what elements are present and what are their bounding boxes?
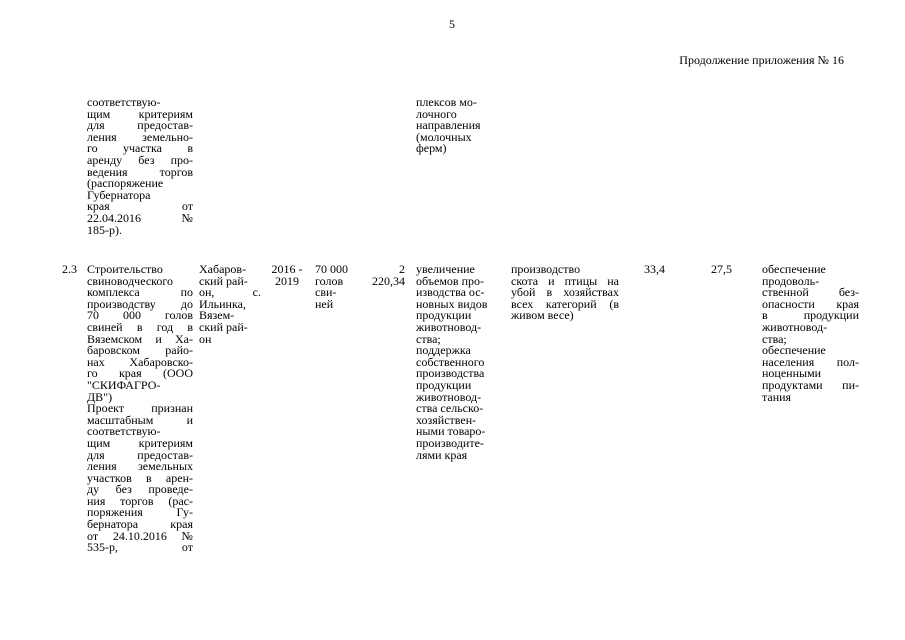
text-line: масштабным и (87, 412, 193, 427)
indicator-value-1: 33,4 (644, 262, 665, 276)
text-line: ния торгов (рас- (87, 493, 193, 508)
text-line: (распоряжение (87, 176, 164, 191)
text-line: животновод- (416, 389, 482, 404)
text-line: го края (ООО (87, 366, 193, 381)
text-line: продукции (416, 308, 472, 323)
text-line: объемов про- (416, 273, 485, 288)
page-number: 5 (449, 17, 455, 31)
text-line: соответствую- (87, 95, 161, 109)
text-line: ДВ") (87, 389, 113, 404)
text-line: обеспечение (762, 343, 826, 358)
text-line: он (199, 331, 212, 346)
text-line: новных видов (416, 296, 488, 311)
text-line: увеличение (416, 262, 475, 276)
text-line: ственной без- (762, 285, 859, 300)
text-line: участков в арен- (87, 470, 193, 485)
text-line: живом весе) (511, 308, 574, 323)
implementation-period-cell (265, 264, 309, 287)
text-line: свиноводческого (87, 273, 174, 288)
text-line: для предостав- (87, 447, 193, 462)
text-line: собственного (416, 354, 485, 369)
text-line: ведения торгов (87, 164, 193, 179)
text-line: он, с. (199, 285, 261, 300)
text-line: лочного (416, 106, 457, 121)
text-line: ферм) (416, 141, 447, 156)
text-line: лями края (416, 447, 468, 462)
text-line: обеспечение (762, 262, 826, 276)
project-name-cell (87, 264, 193, 554)
text-line: производите- (416, 435, 484, 450)
text-line: Хабаров- (199, 262, 247, 276)
text-line: в продукции (762, 308, 859, 323)
appendix-continuation-note: Продолжение приложения № 16 (679, 53, 844, 67)
text-line: бернатора края (87, 517, 193, 532)
text-line: поряжения Гу- (87, 505, 193, 520)
location-cell (199, 264, 261, 345)
text-line: 535-р, от (87, 540, 193, 555)
text-line: производство (511, 262, 581, 276)
text-line: ский рай- (199, 319, 248, 334)
goal-cell (416, 264, 502, 461)
text-line: производству до (87, 296, 193, 311)
text-line: щим критериям (87, 435, 193, 450)
text-line: края от (87, 199, 193, 214)
text-line: изводства ос- (416, 285, 485, 300)
text-line: 2 (399, 262, 405, 276)
text-line: свиней в год в (87, 319, 193, 334)
text-line: комплекса по (87, 285, 193, 300)
text-line: 2016 - (271, 262, 303, 276)
text-line: сви- (315, 285, 337, 300)
text-line: населения пол- (762, 354, 859, 369)
text-line: баровском райо- (87, 343, 193, 358)
text-line: нах Хабаровско- (87, 354, 193, 369)
text-line: продукции (416, 377, 472, 392)
text-line: животновод- (416, 319, 482, 334)
text-line: 2019 (275, 273, 299, 288)
text-line: скота и птицы на (511, 273, 619, 288)
text-line: Вязем- (199, 308, 235, 323)
text-line: тания (762, 389, 792, 404)
text-line: ноценными (762, 366, 822, 381)
row-number: 2.3 (62, 262, 77, 276)
text-line: 70 000 голов (87, 308, 193, 323)
text-line: поддержка (416, 343, 471, 358)
text-line: опасности края (762, 296, 859, 311)
text-line: плексов мо- (416, 95, 477, 109)
text-line: Губернатора (87, 187, 151, 202)
text-line: животновод- (762, 319, 828, 334)
capacity-cell (315, 264, 359, 310)
text-line: голов (315, 273, 344, 288)
text-line: аренду без про- (87, 152, 193, 167)
indicator-value-2: 27,5 (711, 262, 732, 276)
text-line: ными товаро- (416, 424, 486, 439)
text-line: 22.04.2016 № (87, 210, 193, 225)
text-line: ства; (416, 331, 441, 346)
text-line: от 24.10.2016 № (87, 528, 193, 543)
text-line: ства; (762, 331, 787, 346)
text-line: Проект признан (87, 401, 193, 416)
text-line: ления земельных (87, 459, 193, 474)
text-line: всех категорий (в (511, 296, 619, 311)
text-line: Вяземском и Ха- (87, 331, 193, 346)
text-line: направления (416, 118, 481, 133)
text-line: продуктами пи- (762, 377, 859, 392)
continuation-project-name-cell (87, 97, 193, 236)
text-line: хозяйствен- (416, 412, 477, 427)
text-line: 220,34 (372, 273, 405, 288)
expected-effect-cell (762, 264, 859, 403)
continuation-goal-cell (416, 97, 501, 155)
text-line: ления земельно- (87, 129, 193, 144)
text-line: щим критериям (87, 106, 193, 121)
cost-cell (360, 264, 405, 287)
text-line: го участка в (87, 141, 193, 156)
text-line: (молочных (416, 129, 472, 144)
text-line: Строительство (87, 262, 163, 276)
text-line: 70 000 (315, 262, 348, 276)
text-line: ду без проведе- (87, 482, 193, 497)
indicator-cell (511, 264, 619, 322)
text-line: ский рай- (199, 273, 248, 288)
text-line: убой в хозяйствах (511, 285, 619, 300)
text-line: продоволь- (762, 273, 820, 288)
text-line: 185-р). (87, 222, 122, 237)
text-line: Ильинка, (199, 296, 246, 311)
text-line: производства (416, 366, 485, 381)
text-line: соответствую- (87, 424, 161, 439)
text-line: "СКИФАГРО- (87, 377, 161, 392)
text-line: ней (315, 296, 334, 311)
text-line: ства сельско- (416, 401, 484, 416)
text-line: для предостав- (87, 118, 193, 133)
